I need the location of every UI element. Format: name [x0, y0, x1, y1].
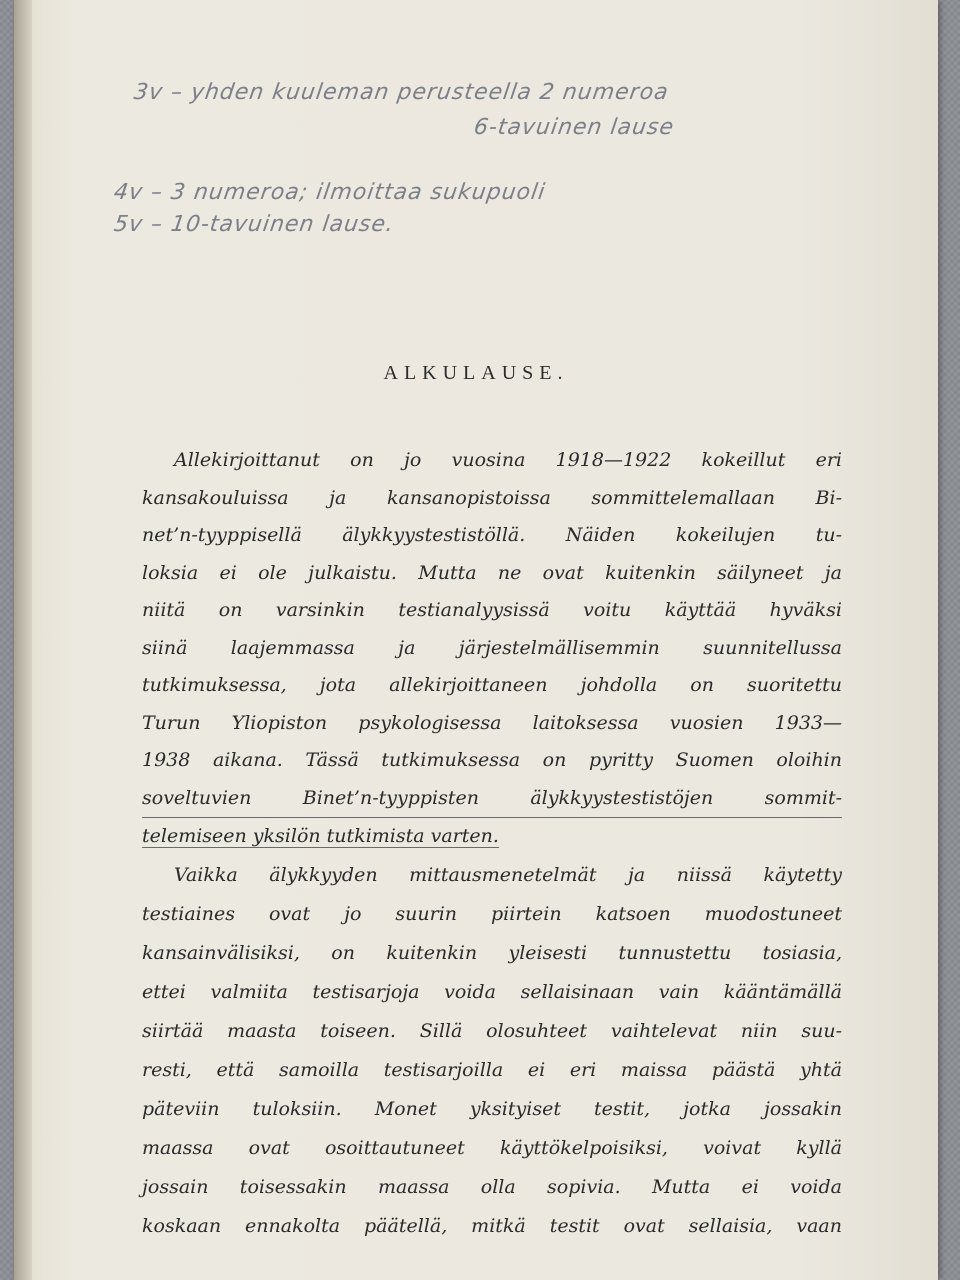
text-line: resti, että samoilla testisarjoilla ei eri maissa päästä yhtä — [142, 1058, 842, 1081]
text-line: kansakouluissa ja kansanopistoissa sommittelemallaan Bi- — [142, 486, 842, 509]
text-line: päteviin tuloksiin. Monet yksityiset testit, jotka jossakin — [142, 1097, 842, 1120]
text-line: Turun Yliopiston psykologisessa laitoksessa vuosien 1933— — [142, 711, 842, 734]
text-line: niitä on varsinkin testianalyysissä voitu käyttää hyväksi — [142, 599, 842, 621]
text-line: jossain toisessakin maassa olla sopivia. Mutta ei voida — [142, 1175, 842, 1198]
text-line: siirtää maasta toiseen. Sillä olosuhteet vaihtelevat niin suu- — [142, 1019, 842, 1042]
text-line: loksia ei ole julkaistu. Mutta ne ovat kuitenkin säilyneet ja — [142, 561, 842, 584]
paragraph-2 — [142, 856, 842, 1246]
text-line: maassa ovat osoittautuneet käyttökelpoisiksi, voivat kyllä — [142, 1136, 842, 1159]
text-line: tutkimuksessa, jota allekirjoittaneen johdolla on suoritettu — [142, 674, 842, 696]
handwritten-note: 4v – 3 numeroa; ilmoittaa sukupuoli — [112, 180, 548, 205]
underlined-text-line: soveltuvien Binet’n-tyyppisten älykkyystestistöjen sommit- — [142, 780, 842, 819]
text-line: testiaines ovat jo suurin piirtein katsoen muodostuneet — [142, 902, 842, 925]
paragraph-1 — [142, 442, 842, 856]
handwritten-note: 6-tavuinen lause — [472, 115, 676, 140]
underlined-text-line — [142, 818, 842, 856]
text-line: Allekirjoittanut on jo vuosina 1918—1922 kokeillut eri — [174, 449, 842, 471]
handwritten-note: 3v – yhden kuuleman perusteella 2 numeroa — [132, 80, 671, 105]
text-line: koskaan ennakolta päätellä, mitkä testit ovat sellaisia, vaan — [142, 1214, 842, 1237]
underlined-text: telemiseen yksilön tutkimista varten. — [142, 825, 499, 847]
book-binding — [14, 0, 32, 1280]
text-line: kansainvälisiksi, on kuitenkin yleisesti tunnustettu tosiasia, — [142, 941, 842, 964]
book-page — [14, 0, 938, 1280]
page-title: ALKULAUSE. — [383, 362, 569, 384]
body-text — [142, 442, 842, 1246]
text-line: net’n-tyyppisellä älykkyystestistöllä. Näiden kokeilujen tu- — [142, 524, 842, 546]
text-line: ettei valmiita testisarjoja voida sellaisinaan vain kääntämällä — [142, 980, 842, 1003]
handwritten-note: 5v – 10-tavuinen lause. — [112, 212, 396, 237]
text-line: Vaikka älykkyyden mittausmenetelmät ja niissä käytetty — [174, 863, 842, 886]
text-line: siinä laajemmassa ja järjestelmällisemmin suunnitellussa — [142, 636, 842, 659]
text-line: 1938 aikana. Tässä tutkimuksessa on pyritty Suomen oloihin — [142, 749, 842, 771]
